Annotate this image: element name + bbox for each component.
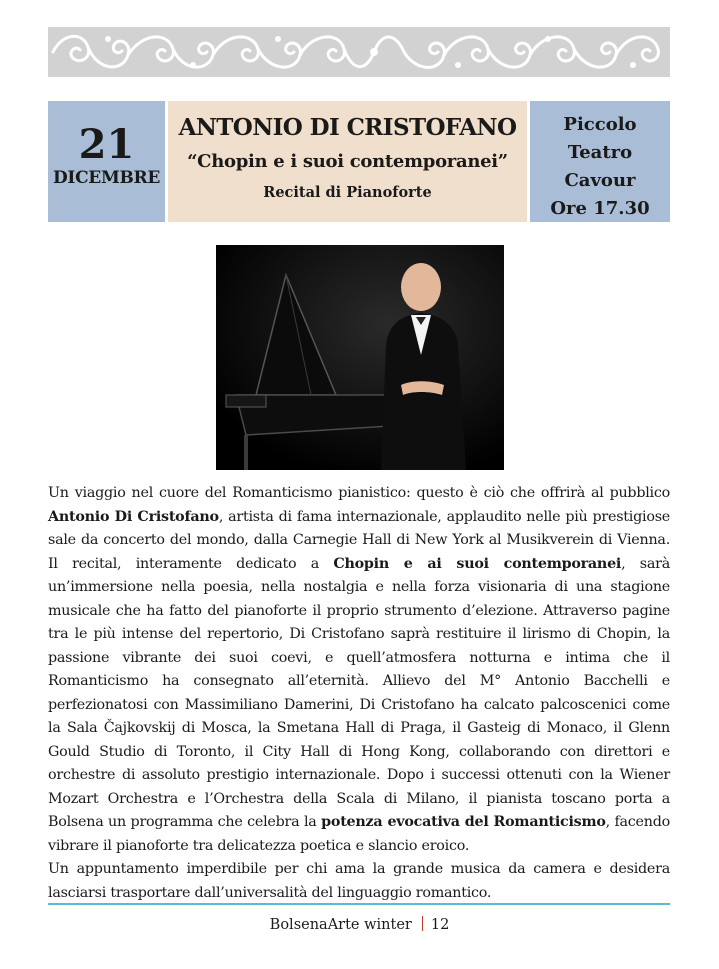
article-text: , facendo vibrare il pianoforte tra delicatezza poetica e slancio eroico. [48, 814, 670, 854]
article-body [48, 482, 670, 905]
venue-box [530, 101, 670, 222]
article-text: Un viaggio nel cuore del Romanticismo pianistico: questo è ciò che offrirà al pubblico [48, 485, 670, 501]
page-footer [0, 913, 719, 937]
artist-name: ANTONIO DI CRISTOFANO [178, 114, 517, 141]
artist-name-highlight: Antonio Di Cristofano [48, 508, 219, 525]
event-day: 21 [78, 121, 135, 168]
publication-name: BolsenaArte winter [269, 917, 412, 933]
scroll-ornament-icon [48, 27, 670, 77]
footer-separator [422, 916, 423, 931]
concert-type: Recital di Pianoforte [263, 184, 432, 201]
program-highlight: Chopin e ai suoi contemporanei [333, 555, 622, 572]
event-time: Ore 17.30 [550, 198, 650, 219]
title-box [168, 101, 527, 222]
page-number: 12 [430, 917, 450, 933]
date-box [48, 101, 165, 222]
venue-line-1: Piccolo [563, 114, 637, 135]
concert-title: “Chopin e i suoi contemporanei” [187, 151, 508, 172]
pianist-photo [216, 245, 504, 470]
decorative-ornament-banner [48, 27, 670, 77]
article-paragraph-1 [48, 482, 670, 858]
footer-divider [48, 903, 670, 905]
pianist-photo-icon [216, 245, 504, 470]
event-month: DICEMBRE [52, 168, 161, 188]
article-text: , sarà un’immersione nella poesia, nella nostalgia e nella forza visionaria di una stagione musicale che ha fatto del pianoforte il proprio strumento d’elezione. Attraverso pagine tra le più intense del repertorio, Di Cristofano saprà restituire il lirismo di Chopin, la passione vibrante dei suoi coevi, e quell’atmosfera notturna e intima che il Romanticismo ha consegnato all’eternità. Allievo del M° Antonio Bacchelli e perfezionatosi con Massimiliano Damerini, Di Cristofano ha calcato palcoscenici come la Sala Čajkovskij di Mosca, la Smetana Hall di Praga, il Gasteig di Monaco, il Glenn Gould Studio di Toronto, il City Hall di Hong Kong, collaborando con direttori e orchestre di assoluto prestigio internazionale. Dopo i successi ottenuti con la Wiener Mozart Orchestra e l’Orchestra della Scala di Milano, il pianista toscano porta a Bolsena un programma che celebra la [48, 555, 670, 830]
romanticism-highlight: potenza evocativa del Romanticismo [321, 814, 606, 830]
event-header [48, 101, 670, 222]
article-paragraph-2: Un appuntamento imperdibile per chi ama la grande musica da camera e desidera lasciarsi trasportare dall’universalità del linguaggio romantico. [48, 861, 670, 901]
venue-line-3: Cavour [564, 170, 636, 191]
venue-line-2: Teatro [567, 142, 633, 163]
article-text: , artista di fama internazionale, applaudito nelle più prestigiose sale da concerto del mondo, dalla Carnegie Hall di New York al Musikverein di Vienna. Il recital, interamente dedicato a [48, 508, 670, 572]
